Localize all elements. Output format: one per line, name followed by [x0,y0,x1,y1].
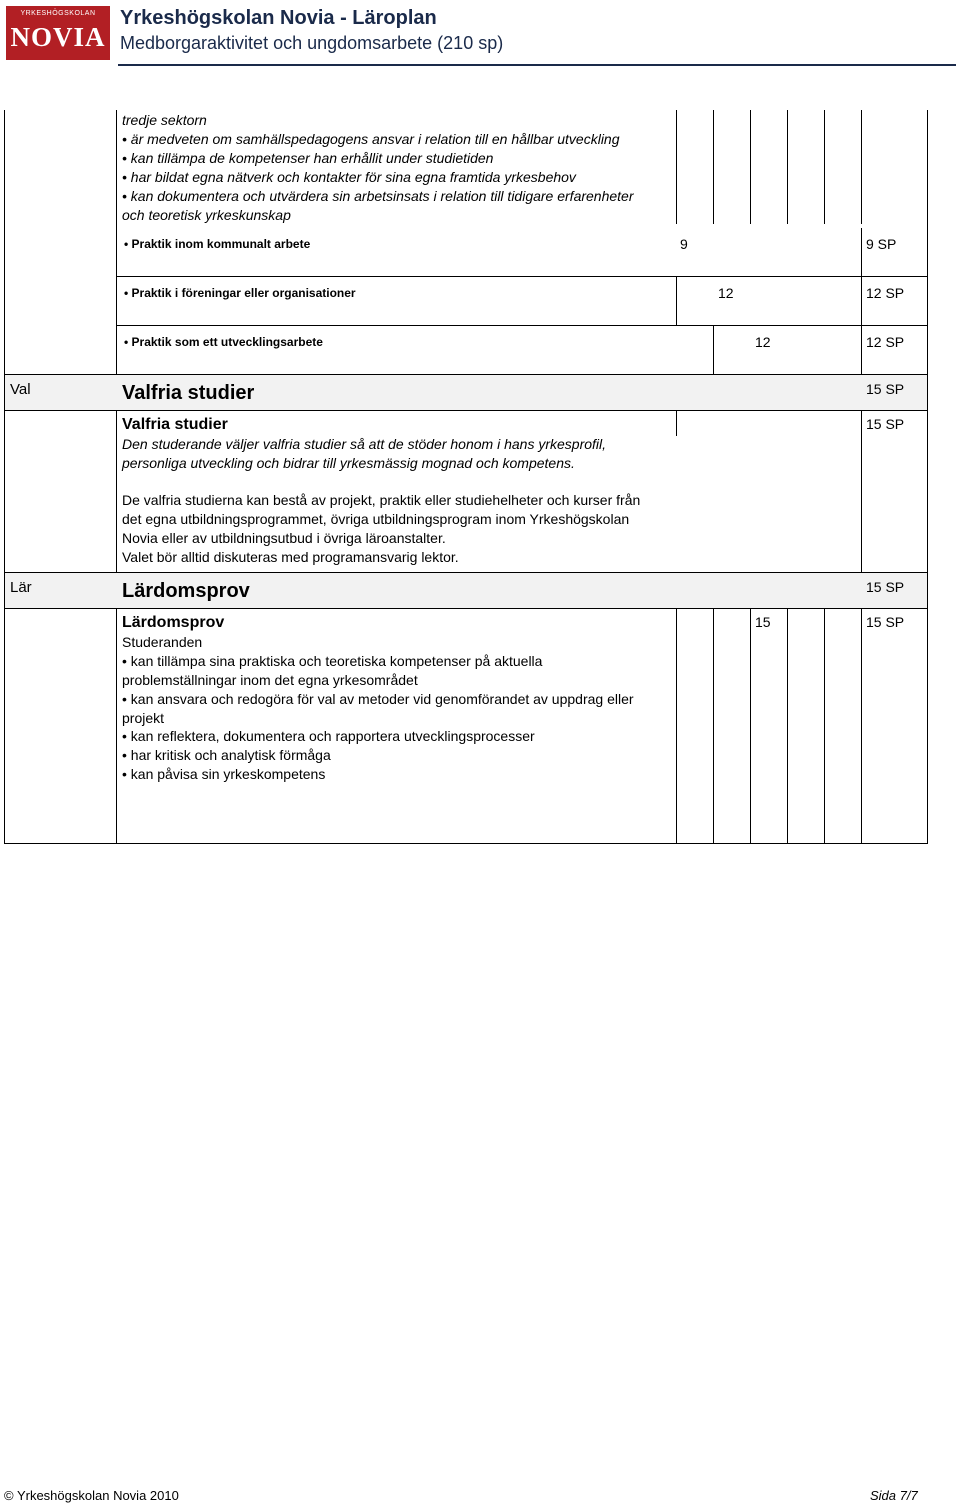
col-divider [861,110,862,224]
praktik-label: • Praktik som ett utvecklingsarbete [124,335,323,349]
col-divider [861,228,862,276]
logo-top-text: YRKESHÖGSKOLAN [20,10,96,17]
course-heading: Lärdomsprov [122,614,225,631]
course-description: Den studerande väljer valfria studier så att de stöder honom i hans yrkesprofil, [122,436,607,452]
section-sp: 15 SP [866,381,905,397]
praktik-label: • Praktik i föreningar eller organisationer [124,286,356,300]
col-divider [861,608,862,844]
table-border-right [927,110,928,844]
course-text: det egna utbildningsprogrammet, övriga utbildningsprogram inom Yrkeshögskolan [122,511,630,527]
page-subtitle: Medborgaraktivitet och ungdomsarbete (210 sp) [120,33,504,53]
praktik-sp: 12 SP [866,285,905,301]
praktik-label: • Praktik inom kommunalt arbete [124,237,311,251]
col-divider [676,608,677,844]
col-divider [824,110,825,224]
col-divider [713,110,714,224]
col-divider [750,608,751,844]
novia-logo [6,6,110,60]
praktik-num: 12 [755,334,771,350]
table-border-bottom [4,843,928,844]
competence-bullet: och teoretisk yrkeskunskap [122,207,291,223]
col-divider [787,608,788,844]
section-intro: tredje sektorn [122,112,207,128]
row-divider [116,325,928,326]
section-heading: Valfria studier [122,382,255,404]
col-divider [750,110,751,224]
col-divider [787,110,788,224]
col-divider [676,277,677,325]
course-sp: 15 SP [866,614,905,630]
course-sp: 15 SP [866,416,905,432]
praktik-sp: 9 SP [866,236,897,252]
col-divider [861,277,862,325]
course-num: 15 [755,614,771,630]
header-rule [118,64,956,66]
col-divider [676,410,677,436]
section-code: Val [10,381,31,398]
course-text: projekt [122,710,165,726]
table-border-left [4,110,5,844]
section-heading: Lärdomsprov [122,580,250,602]
competence-bullet: • kan tillämpa de kompetenser han erhållit under studietiden [122,150,494,166]
course-description: personliga utveckling och bidrar till yrkesmässig mognad och kompetens. [122,455,575,471]
col-divider-main [116,608,117,844]
course-text: • kan påvisa sin yrkeskompetens [122,766,326,782]
row-divider [4,608,928,609]
course-heading: Valfria studier [122,416,228,433]
course-text: Valet bör alltid diskuteras med programansvarig lektor. [122,549,459,565]
col-divider [713,326,714,374]
course-text: Studeranden [122,634,203,650]
course-text: Novia eller av utbildningsutbud i övriga läroanstalter. [122,530,446,546]
competence-bullet: • har bildat egna nätverk och kontakter för sina egna framtida yrkesbehov [122,169,576,185]
col-divider-main [116,110,117,374]
course-text: problemställningar inom det egna yrkesområdet [122,672,418,688]
praktik-num: 9 [680,236,688,252]
col-divider [713,608,714,844]
footer-page-number: Sida 7/7 [870,1488,918,1503]
competence-bullet: • är medveten om samhällspedagogens ansvar i relation till en hållbar utveckling [122,131,620,147]
competence-bullet: • kan dokumentera och utvärdera sin arbetsinsats i relation till tidigare erfarenheter [122,188,634,204]
page-title: Yrkeshögskolan Novia - Läroplan [120,7,437,29]
col-divider [861,410,862,572]
row-divider [4,410,928,411]
praktik-num: 12 [718,285,734,301]
row-divider [116,276,928,277]
footer-copyright: © Yrkeshögskolan Novia 2010 [4,1488,179,1503]
logo-main-text: NOVIA [10,22,106,52]
col-divider [861,326,862,374]
course-text: • har kritisk och analytisk förmåga [122,747,331,763]
col-divider [824,608,825,844]
course-text: • kan tillämpa sina praktiska och teoretiska kompetenser på aktuella [122,653,543,669]
section-code: Lär [10,579,32,596]
course-text: • kan ansvara och redogöra för val av metoder vid genomförandet av uppdrag eller [122,691,634,707]
section-sp: 15 SP [866,579,905,595]
course-text: • kan reflektera, dokumentera och rapportera utvecklingsprocesser [122,728,535,744]
praktik-sp: 12 SP [866,334,905,350]
col-divider [676,110,677,224]
col-divider-main [116,410,117,572]
course-text: De valfria studierna kan bestå av projekt, praktik eller studiehelheter och kurser från [122,492,641,508]
